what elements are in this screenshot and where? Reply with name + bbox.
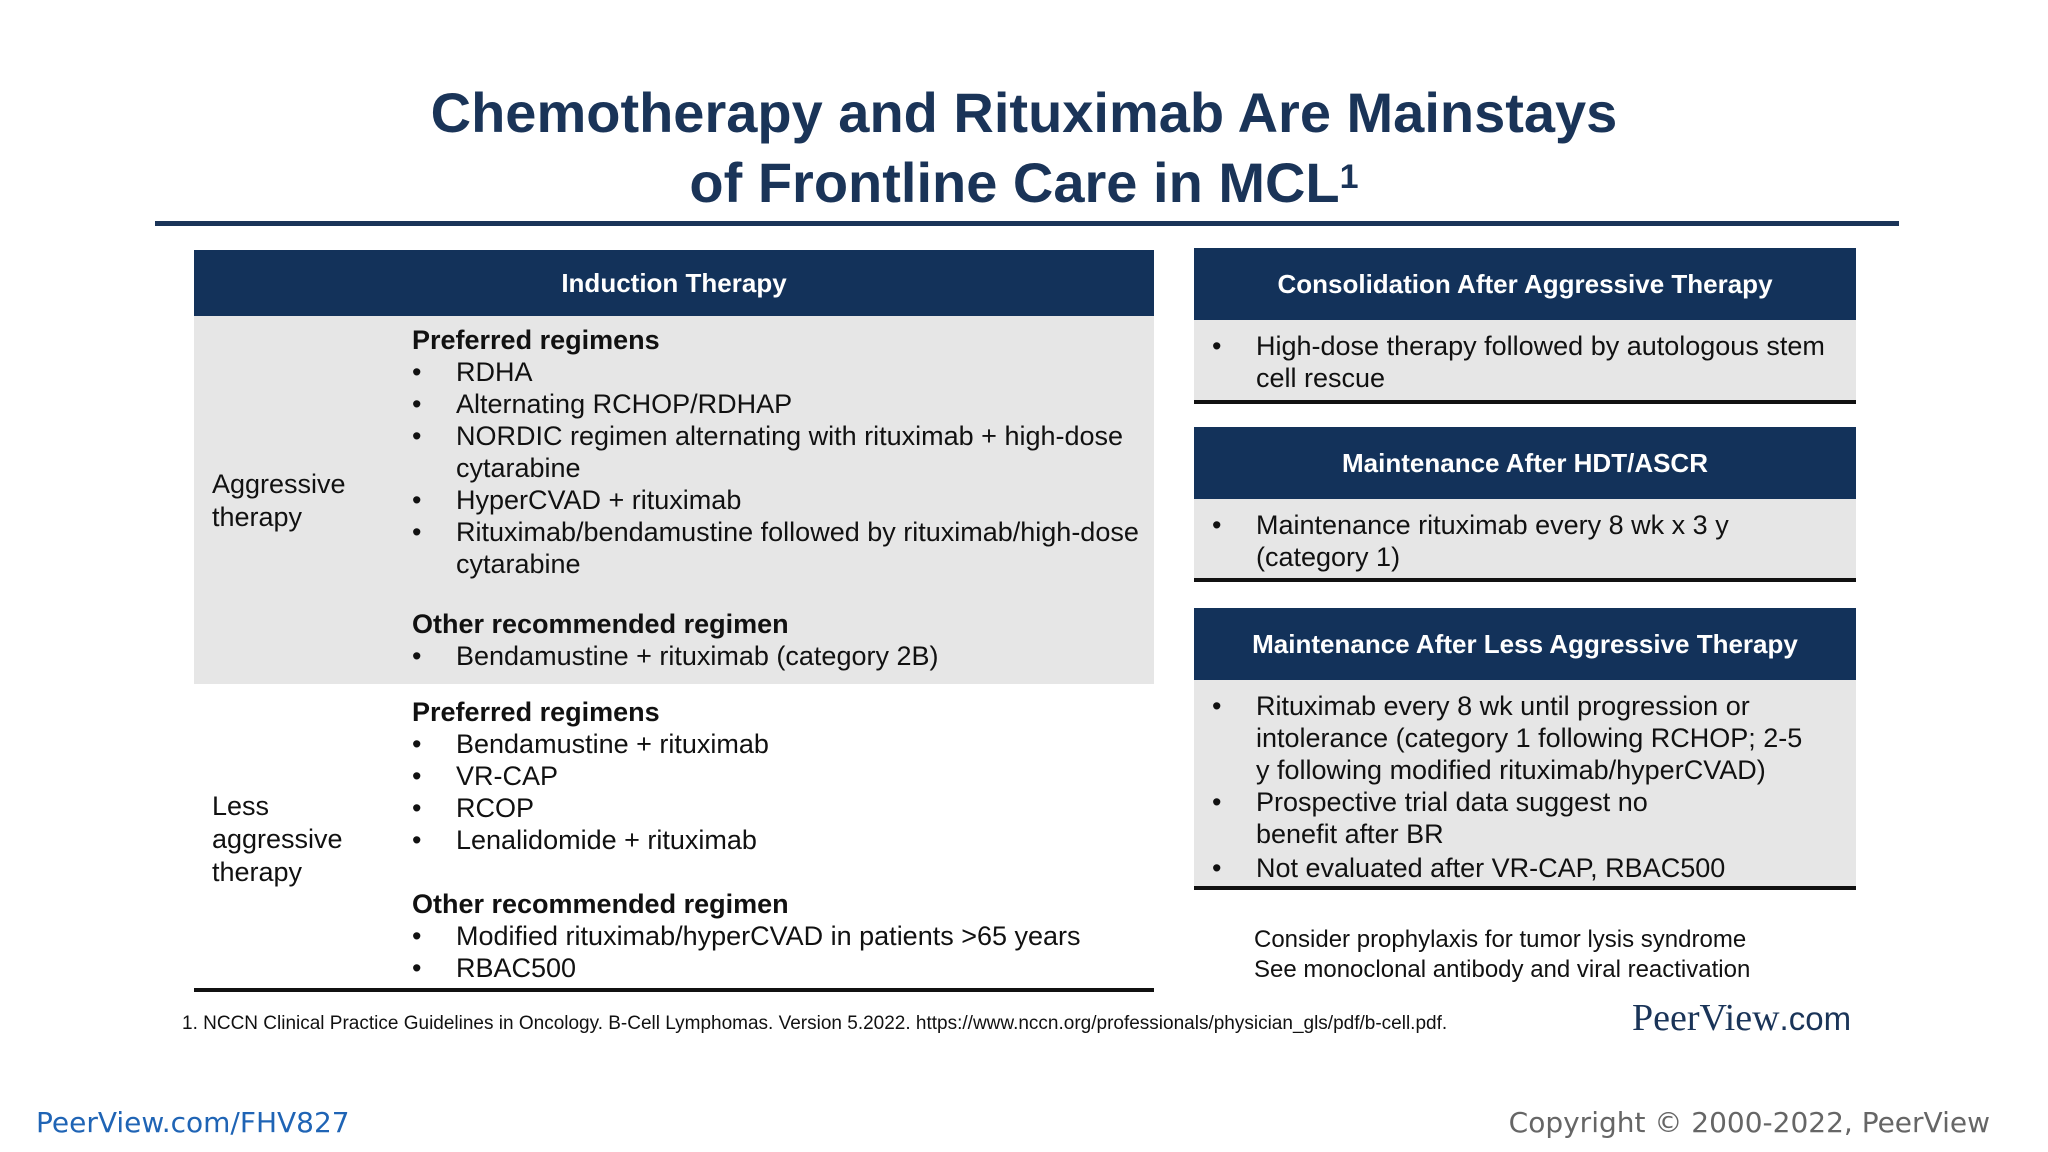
consolidation-list-wrap — [1212, 330, 1846, 394]
less-aggressive-regimens — [412, 696, 1142, 984]
maintenance-less-bottom-rule — [1194, 886, 1856, 890]
less-other-heading: Other recommended regimen — [412, 889, 789, 919]
list-item: • Maintenance rituximab every 8 wk x 3 y (category 1) — [1212, 509, 1846, 573]
list-item: • Modified rituximab/hyperCVAD in patients >65 years — [412, 920, 1142, 952]
list-item: • Bendamustine + rituximab (category 2B) — [412, 640, 1142, 672]
title-line-2-text: of Frontline Care in MCL — [689, 151, 1340, 214]
less-aggressive-therapy-label — [212, 790, 343, 889]
maintenance-hdt-list — [1212, 509, 1846, 573]
aggressive-label-line-2: therapy — [212, 502, 303, 532]
title-line-2 — [0, 148, 2048, 218]
title-divider — [155, 221, 1899, 226]
slide-title — [0, 78, 2048, 218]
list-item: • High-dose therapy followed by autologous stem cell rescue — [1212, 330, 1846, 394]
aggressive-therapy-label — [212, 468, 346, 534]
maintenance-less-header-text: Maintenance After Less Aggressive Therapy — [1252, 628, 1798, 659]
aggressive-regimens — [412, 324, 1142, 672]
less-label-line-1: Less — [212, 791, 270, 821]
induction-header — [194, 250, 1154, 316]
list-item: See monoclonal antibody and viral reactivation — [1254, 956, 1751, 983]
list-item: • NORDIC regimen alternating with rituximab + high-dose cytarabine — [412, 420, 1142, 484]
induction-bottom-rule — [194, 988, 1154, 992]
brand-suffix: .com — [1779, 1000, 1852, 1037]
aggressive-preferred-list — [412, 356, 1142, 580]
list-item: Consider prophylaxis for tumor lysis syndrome — [1254, 926, 1747, 953]
maintenance-hdt-header — [1194, 427, 1856, 499]
maintenance-less-list-wrap — [1212, 690, 1812, 884]
maintenance-less-header — [1194, 608, 1856, 680]
reference-footnote: 1. NCCN Clinical Practice Guidelines in Oncology. B-Cell Lymphomas. Version 5.2022. https://www.nccn.org/professionals/physician_gls/pdf/b-cell.pdf. — [182, 1013, 1448, 1034]
list-item: • RCOP — [412, 792, 1142, 824]
title-line-1: Chemotherapy and Rituximab Are Mainstays — [430, 81, 1618, 144]
maintenance-hdt-header-text: Maintenance After HDT/ASCR — [1342, 447, 1708, 478]
aggressive-label-line-1: Aggressive — [212, 469, 346, 499]
less-label-line-3: therapy — [212, 857, 303, 887]
list-item: • Not evaluated after VR-CAP, RBAC500 — [1212, 852, 1812, 884]
list-item: • RDHA — [412, 356, 1142, 388]
aggressive-preferred-heading: Preferred regimens — [412, 325, 660, 355]
maintenance-hdt-bottom-rule — [1194, 578, 1856, 582]
maintenance-hdt-list-wrap — [1212, 509, 1846, 573]
copyright-text: Copyright © 2000-2022, PeerView — [1508, 1106, 1990, 1139]
list-item: • Rituximab every 8 wk until progression or intolerance (category 1 following RCHOP; 2-5 y following modified rituximab/hyperCVAD) — [1212, 690, 1812, 786]
less-other-list — [412, 920, 1142, 984]
less-preferred-list — [412, 728, 1142, 856]
peerview-logo — [1632, 996, 1851, 1040]
notes-list — [1212, 925, 1750, 985]
footer-link[interactable]: PeerView.com/FHV827 — [36, 1106, 350, 1139]
title-superscript: 1 — [1339, 158, 1359, 196]
notes-block — [1212, 925, 1750, 985]
less-label-line-2: aggressive — [212, 824, 343, 854]
list-item: • Alternating RCHOP/RDHAP — [412, 388, 1142, 420]
consolidation-header-text: Consolidation After Aggressive Therapy — [1277, 268, 1773, 299]
brand-name: PeerView — [1632, 997, 1780, 1039]
aggressive-other-list — [412, 640, 1142, 672]
list-item: • HyperCVAD + rituximab — [412, 484, 1142, 516]
list-item: • Prospective trial data suggest no benefit after BR — [1212, 786, 1812, 850]
list-item: • Lenalidomide + rituximab — [412, 824, 1142, 856]
induction-header-text: Induction Therapy — [561, 267, 787, 298]
consolidation-list — [1212, 330, 1846, 394]
maintenance-less-list — [1212, 690, 1812, 884]
list-item: • RBAC500 — [412, 952, 1142, 984]
aggressive-other-heading: Other recommended regimen — [412, 609, 789, 639]
less-preferred-heading: Preferred regimens — [412, 697, 660, 727]
list-item: • VR-CAP — [412, 760, 1142, 792]
consolidation-header — [1194, 248, 1856, 320]
list-item: • Bendamustine + rituximab — [412, 728, 1142, 760]
consolidation-bottom-rule — [1194, 400, 1856, 404]
list-item: • Rituximab/bendamustine followed by rituximab/high-dose cytarabine — [412, 516, 1142, 580]
